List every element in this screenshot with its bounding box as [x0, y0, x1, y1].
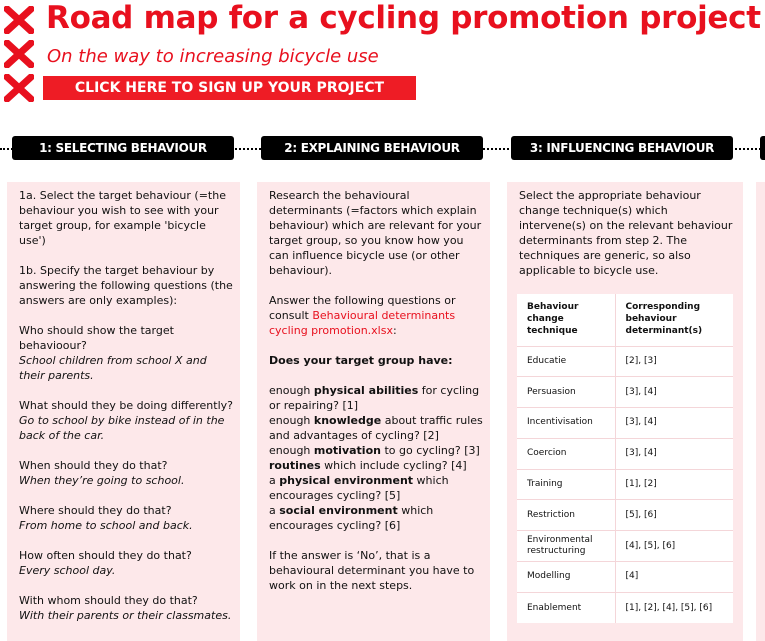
example-answer: Every school day.	[19, 564, 116, 577]
technique-cell: Incentivisation	[517, 408, 615, 439]
determinant-cell: [5], [6]	[615, 500, 733, 531]
determinant-cell: [3], [4]	[615, 438, 733, 469]
step-3-label[interactable]: 3: INFLUENCING BEHAVIOUR	[511, 136, 733, 160]
determinant-cell: [2], [3]	[615, 346, 733, 377]
determinant-item: enough physical abilities for cycling or repairing? [1]	[269, 384, 480, 412]
cross-icon	[4, 74, 34, 102]
determinant-cell: [1], [2], [4], [5], [6]	[615, 592, 733, 623]
determinant-cell: [4]	[615, 562, 733, 593]
technique-cell: Training	[517, 469, 615, 500]
sign-up-project-button[interactable]: CLICK HERE TO SIGN UP YOUR PROJECT	[43, 76, 416, 100]
table-header-row	[517, 294, 733, 346]
determinant-cell: [3], [4]	[615, 377, 733, 408]
step-2-label[interactable]: 2: EXPLAINING BEHAVIOUR	[261, 136, 483, 160]
behaviour-technique-table	[517, 294, 733, 623]
example-answer: When they’re going to school.	[19, 474, 185, 487]
technique-cell: Persuasion	[517, 377, 615, 408]
technique-cell: Restriction	[517, 500, 615, 531]
cross-icon	[4, 6, 34, 34]
determinant-cell: [3], [4]	[615, 408, 733, 439]
page-subtitle: On the way to increasing bicycle use	[47, 46, 379, 67]
table-row	[517, 531, 733, 562]
determinant-item: a social environment which encourages cycling? [6]	[269, 504, 434, 532]
question: Who should show the target behavioour?	[19, 324, 174, 352]
table-row	[517, 562, 733, 593]
question: How often should they do that?	[19, 549, 192, 562]
column-explaining-behaviour	[257, 182, 490, 641]
table-header: Behaviour change technique	[517, 294, 615, 346]
table-row	[517, 408, 733, 439]
determinants-note: If the answer is ‘No’, that is a behavioural determinant you have to work on in the next steps.	[269, 549, 475, 592]
step-1-label[interactable]: 1: SELECTING BEHAVIOUR	[12, 136, 234, 160]
question: Where should they do that?	[19, 504, 172, 517]
table-row	[517, 500, 733, 531]
table-row	[517, 438, 733, 469]
example-answer: From home to school and back.	[19, 519, 193, 532]
cross-icon	[4, 40, 34, 68]
column-step-4-partial	[756, 182, 765, 641]
answer-instruction: Answer the following questions or consult Behavioural determinants cycling promotion.xlsx:	[269, 294, 456, 337]
determinant-cell: [4], [5], [6]	[615, 531, 733, 562]
technique-cell: Enablement	[517, 592, 615, 623]
determinant-cell: [1], [2]	[615, 469, 733, 500]
step-4-label[interactable]	[760, 136, 765, 160]
question: When should they do that?	[19, 459, 168, 472]
step-3-intro: Select the appropriate behaviour change technique(s) which intervene(s) on the relevant behaviour determinants from step 2. The techniques are generic, so also applicable to bicycle use.	[519, 189, 733, 277]
page-title: Road map for a cycling promotion project	[46, 0, 761, 36]
technique-cell: Environmental restructuring	[517, 531, 615, 562]
column-selecting-behaviour	[7, 182, 240, 641]
determinants-question: Does your target group have:	[269, 354, 453, 367]
table-row	[517, 377, 733, 408]
question: What should they be doing differently?	[19, 399, 233, 412]
example-answer: Go to school by bike instead of in the back of the car.	[19, 414, 225, 442]
determinant-item: enough knowledge about traffic rules and advantages of cycling? [2]	[269, 414, 483, 442]
question: With whom should they do that?	[19, 594, 198, 607]
determinants-spreadsheet-link[interactable]: Behavioural determinants cycling promotion.xlsx	[269, 309, 456, 337]
table-row	[517, 469, 733, 500]
step-1b-text: 1b. Specify the target behaviour by answering the following questions (the answers are only examples):	[19, 264, 233, 307]
table-header: Corresponding behaviour determinant(s)	[625, 302, 703, 336]
step-1a-text: 1a. Select the target behaviour (=the behaviour you wish to see with your target group, for example 'bicycle use')	[19, 189, 226, 247]
determinant-item: a physical environment which encourages cycling? [5]	[269, 474, 449, 502]
determinant-item: routines which include cycling? [4]	[269, 459, 467, 472]
technique-cell: Coercion	[517, 438, 615, 469]
technique-cell: Educatie	[517, 346, 615, 377]
determinant-item: enough motivation to go cycling? [3]	[269, 444, 480, 457]
step-2-intro: Research the behavioural determinants (=factors which explain behaviour) which are relevant for your target group, so you know how you can influence bicycle use (or other behaviour).	[269, 189, 482, 277]
table-row	[517, 592, 733, 623]
technique-cell: Modelling	[517, 562, 615, 593]
example-answer: School children from school X and their parents.	[19, 354, 207, 382]
example-answer: With their parents or their classmates.	[19, 609, 232, 622]
table-row	[517, 346, 733, 377]
